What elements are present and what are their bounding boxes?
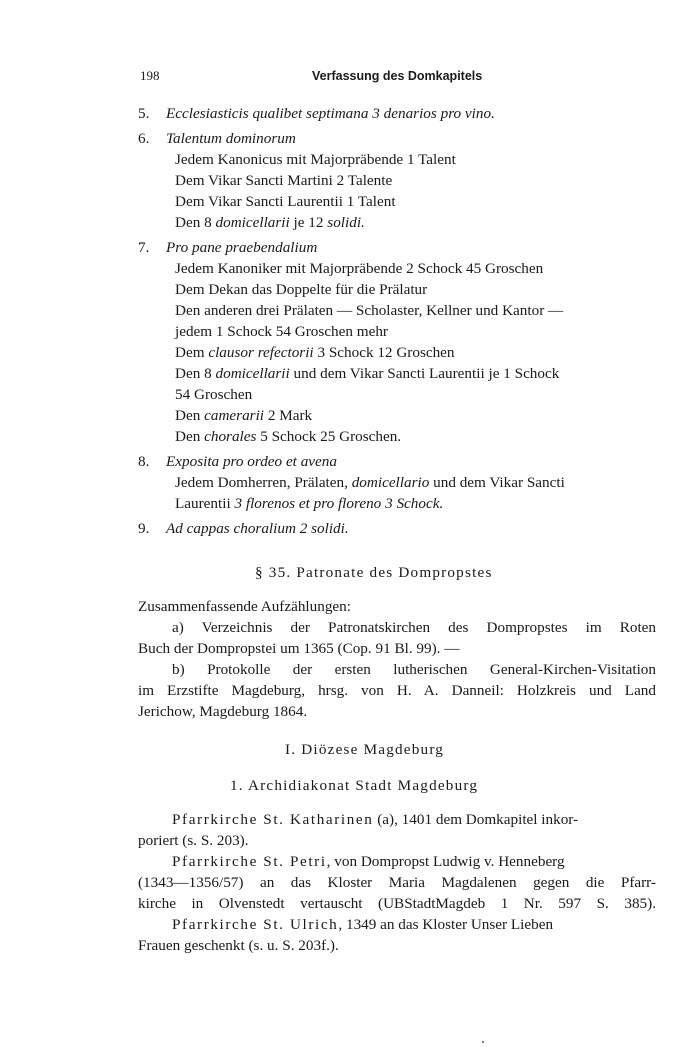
list-item-6-heading: Talentum dominorum: [166, 130, 296, 147]
scan-speck: [482, 1041, 484, 1043]
list-item-8-line: Laurentii 3 florenos et pro floreno 3 Schock.: [175, 495, 444, 512]
list-item-7-line: Den chorales 5 Schock 25 Groschen.: [175, 428, 402, 445]
list-item-5-text: Ecclesiasticis qualibet septimana 3 denarios pro vino.: [166, 105, 495, 122]
list-item-6-line: Dem Vikar Sancti Laurentii 1 Talent: [175, 193, 396, 210]
subsection-heading: 1. Archidiakonat Stadt Magdeburg: [230, 777, 479, 794]
paragraph-line: Jerichow, Magdeburg 1864.: [138, 703, 308, 720]
list-item-7-number: 7.: [138, 239, 150, 256]
paragraph-line: Pfarrkirche St. Petri, von Dompropst Ludwig v. Henneberg: [172, 853, 565, 870]
list-item-5-number: 5.: [138, 105, 150, 122]
list-item-7-line: Den 8 domicellarii und dem Vikar Sancti Laurentii je 1 Schock: [175, 365, 560, 382]
paragraph-line: (1343—1356/57) an das Kloster Maria Magdalenen gegen die Pfarr-: [138, 874, 656, 891]
paragraph-line: poriert (s. S. 203).: [138, 832, 249, 849]
paragraph-line: Pfarrkirche St. Ulrich, 1349 an das Kloster Unser Lieben: [172, 916, 554, 933]
list-item-7-line: Den anderen drei Prälaten — Scholaster, Kellner und Kantor —: [175, 302, 564, 319]
list-item-6-line: Dem Vikar Sancti Martini 2 Talente: [175, 172, 393, 189]
chapter-heading: I. Diözese Magdeburg: [285, 741, 445, 758]
list-item-7-line: 54 Groschen: [175, 386, 253, 403]
paragraph-line: Buch der Dompropstei um 1365 (Cop. 91 Bl. 99). —: [138, 640, 460, 657]
list-item-9-text: Ad cappas choralium 2 solidi.: [166, 520, 349, 537]
list-item-9-number: 9.: [138, 520, 150, 537]
list-item-8-line: Jedem Domherren, Prälaten, domicellario und dem Vikar Sancti: [175, 474, 565, 491]
list-item-8-heading: Exposita pro ordeo et avena: [166, 453, 337, 470]
list-item-7-line: Dem clausor refectorii 3 Schock 12 Groschen: [175, 344, 455, 361]
list-item-7-line: Jedem Kanoniker mit Majorpräbende 2 Schock 45 Groschen: [175, 260, 544, 277]
paragraph-line: Zusammenfassende Aufzählungen:: [138, 598, 351, 615]
list-item-7-line: jedem 1 Schock 54 Groschen mehr: [175, 323, 388, 340]
list-item-7-line: Den camerarii 2 Mark: [175, 407, 313, 424]
paragraph-line: kirche in Olvenstedt vertauscht (UBStadtMagdeb 1 Nr. 597 S. 385).: [138, 895, 656, 912]
paragraph-line: im Erzstifte Magdeburg, hrsg. von H. A. Danneil: Holzkreis und Land: [138, 682, 656, 699]
paragraph-line: Frauen geschenkt (s. u. S. 203f.).: [138, 937, 339, 954]
paragraph-line: a) Verzeichnis der Patronatskirchen des Dompropstes im Roten: [172, 619, 656, 636]
paragraph-line: b) Protokolle der ersten lutherischen General-Kirchen-Visitation: [172, 661, 656, 678]
page-number: 198: [140, 68, 160, 83]
section-heading: § 35. Patronate des Dompropstes: [255, 564, 493, 581]
list-item-7-line: Dem Dekan das Doppelte für die Prälatur: [175, 281, 428, 298]
paragraph-line: Pfarrkirche St. Katharinen (a), 1401 dem Domkapitel inkor-: [172, 811, 579, 828]
running-title: Verfassung des Domkapitels: [312, 69, 483, 83]
list-item-7-heading: Pro pane praebendalium: [166, 239, 318, 256]
list-item-6-line: Jedem Kanonicus mit Majorpräbende 1 Talent: [175, 151, 456, 168]
list-item-8-number: 8.: [138, 453, 150, 470]
list-item-6-number: 6.: [138, 130, 150, 147]
list-item-6-line: Den 8 domicellarii je 12 solidi.: [175, 214, 365, 231]
